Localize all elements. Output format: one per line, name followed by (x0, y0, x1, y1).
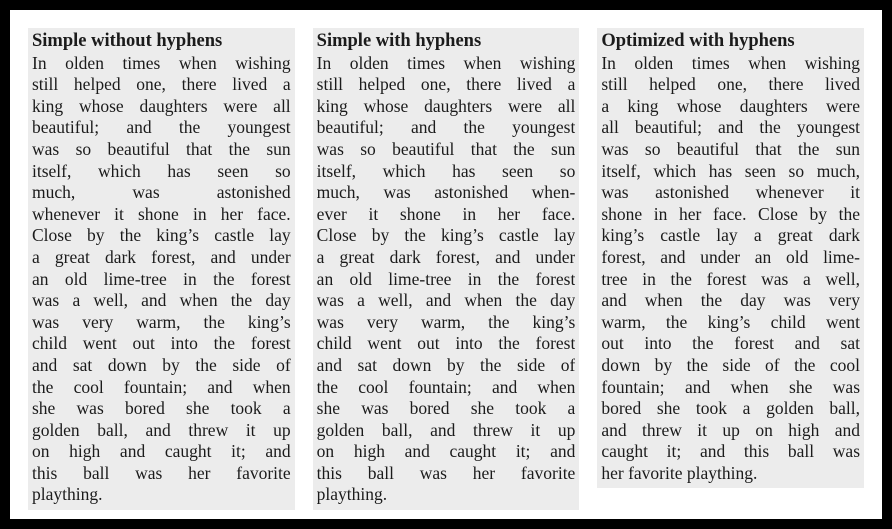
text-line: was very warm, the king’s (316, 311, 576, 332)
text-line: was very warm, the king’s (32, 311, 291, 332)
text-line: much, was astonished when- (316, 182, 576, 203)
text-line: on high and caught it; and (32, 441, 291, 462)
text-line: beautiful; and the youngest (32, 117, 291, 138)
text-line: fountain; and when she was (601, 376, 861, 397)
text-line: still helped one, there lived a (32, 74, 291, 95)
text-line: still helped one, there lived a (316, 74, 576, 95)
text-line: warm, the king’s child went (601, 311, 861, 332)
text-line: an old lime-tree in the forest (32, 268, 291, 289)
text-line: and sat down by the side of (32, 354, 291, 375)
text-line: her favorite plaything. (601, 462, 758, 483)
text-line: In olden times when wishing (32, 52, 291, 73)
text-line: an old lime-tree in the forest (316, 268, 576, 289)
text-line: In olden times when wishing (316, 52, 576, 73)
panel-heading: Simple without hyphens (32, 31, 223, 51)
text-line: itself, which has seen so (32, 160, 291, 181)
text-panel-simple-with-hyphens (313, 28, 580, 510)
text-line: caught it; and this ball was (601, 441, 861, 462)
panel-heading: Optimized with hyphens (601, 31, 795, 51)
text-line: king whose daughters were all (32, 95, 291, 116)
text-line: itself, which has seen so much, (601, 160, 861, 181)
text-line: bored she took a golden ball, (601, 398, 861, 419)
text-panel-simple-without-hyphens (28, 28, 295, 510)
text-line: plaything. (316, 484, 388, 505)
text-line: all beautiful; and the youngest (601, 117, 861, 138)
text-line: was astonished whenever it (601, 182, 861, 203)
text-line: the cool fountain; and when (316, 376, 576, 397)
panel-body (32, 53, 291, 506)
text-line: tree in the forest was a well, (601, 268, 861, 289)
page-canvas (10, 10, 882, 519)
text-line: king’s castle lay a great dark (601, 225, 861, 246)
text-line: and sat down by the side of (316, 354, 576, 375)
text-line: and threw it up on high and (601, 419, 861, 440)
text-line: child went out into the forest (32, 333, 291, 354)
text-line: golden ball, and threw it up (316, 419, 576, 440)
panel-body (317, 53, 576, 506)
text-line: whenever it shone in her face. (32, 203, 291, 224)
text-line: ever it shone in her face. (316, 203, 576, 224)
text-line: was so beautiful that the sun (316, 138, 576, 159)
text-line: Close by the king’s castle lay (32, 225, 291, 246)
text-line: shone in her face. Close by the (601, 203, 861, 224)
text-line: beautiful; and the youngest (316, 117, 576, 138)
text-line: Close by the king’s castle lay (316, 225, 576, 246)
comparison-columns (10, 10, 882, 510)
text-line: was so beautiful that the sun (32, 138, 291, 159)
text-line: much, was astonished (32, 182, 291, 203)
text-line: down by the side of the cool (601, 354, 861, 375)
text-line: she was bored she took a (32, 398, 291, 419)
text-line: a great dark forest, and under (316, 246, 576, 267)
text-line: child went out into the forest (316, 333, 576, 354)
text-line: In olden times when wishing (601, 52, 861, 73)
text-line: was a well, and when the day (32, 290, 291, 311)
text-line: the cool fountain; and when (32, 376, 291, 397)
text-line: was so beautiful that the sun (601, 138, 861, 159)
text-line: she was bored she took a (316, 398, 576, 419)
text-line: this ball was her favorite (32, 462, 291, 483)
text-line: forest, and under an old lime- (601, 246, 861, 267)
text-line: plaything. (32, 484, 103, 505)
text-line: itself, which has seen so (316, 160, 576, 181)
panel-body (601, 53, 860, 485)
text-line: golden ball, and threw it up (32, 419, 291, 440)
text-panel-optimized-with-hyphens (597, 28, 864, 488)
text-line: king whose daughters were all (316, 95, 576, 116)
panel-heading: Simple with hyphens (316, 31, 482, 51)
text-line: and when the day was very (601, 290, 861, 311)
text-line: a great dark forest, and under (32, 246, 291, 267)
text-line: was a well, and when the day (316, 290, 576, 311)
text-line: a king whose daughters were (601, 95, 861, 116)
text-line: out into the forest and sat (601, 333, 861, 354)
text-line: still helped one, there lived (601, 74, 861, 95)
text-line: on high and caught it; and (316, 441, 576, 462)
text-line: this ball was her favorite (316, 462, 576, 483)
